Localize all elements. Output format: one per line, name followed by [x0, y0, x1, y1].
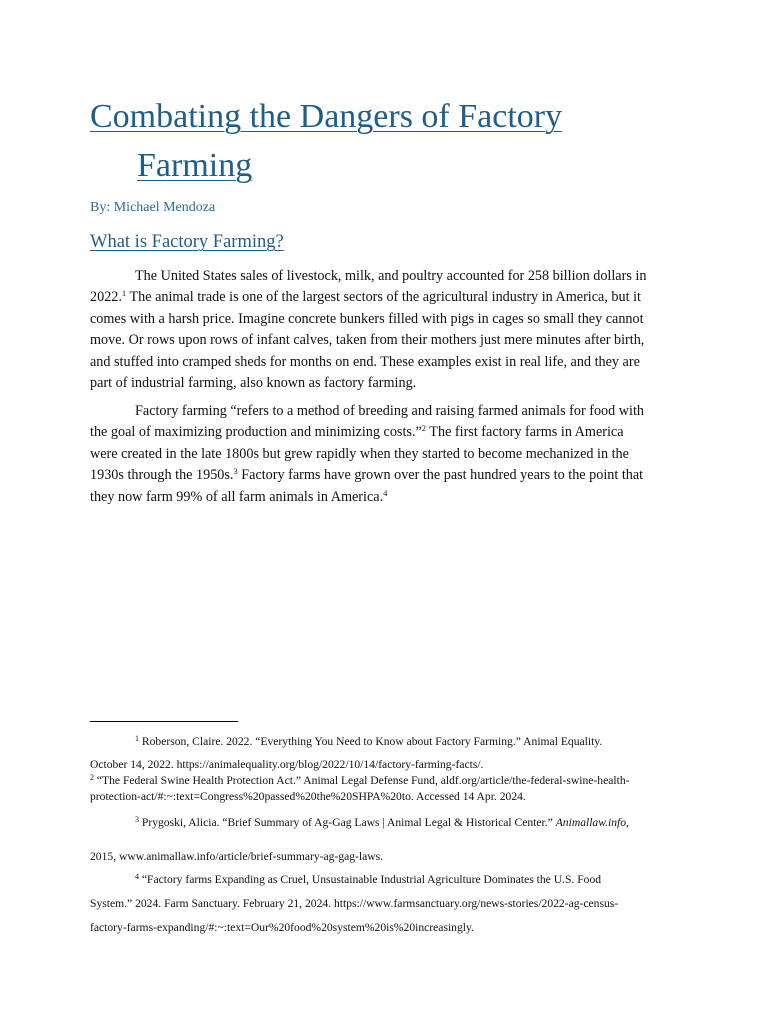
paragraph-1 [90, 266, 680, 394]
text-span: Roberson, Claire. 2022. “Everything You Need to Know about Factory Farming.” Animal Equality. [139, 735, 603, 748]
title-line-2: Farming [137, 147, 253, 184]
paragraph-line [90, 266, 680, 287]
footnote-line [90, 773, 690, 789]
text-span: 2022. [90, 289, 122, 306]
footnote-line [90, 868, 690, 892]
footnote-number: 2 [90, 773, 94, 782]
footnote-1 [90, 730, 690, 776]
author-byline: By: Michael Mendoza [90, 200, 216, 215]
footnote-ref-2[interactable]: 2 [421, 423, 427, 434]
paragraph-line: move. Or rows upon rows of infant calves, taken from their mothers just mere minutes after birth, [90, 332, 645, 349]
source-title: Animallaw.info [555, 816, 627, 829]
footnote-3 [90, 806, 690, 874]
footnote-line [90, 730, 690, 753]
footnote-number: 3 [135, 815, 139, 824]
paragraph-line [90, 465, 680, 486]
text-span: “Factory farms Expanding as Cruel, Unsustainable Industrial Agriculture Dominates the U.S. Food [139, 873, 602, 886]
paragraph-2 [90, 401, 680, 508]
footnote-number: 4 [135, 872, 139, 881]
footnote-ref-1[interactable]: 1 [121, 288, 127, 299]
text-span: The first factory farms in America [426, 424, 624, 441]
title-line-1: Combating the Dangers of Factory [90, 98, 563, 135]
paragraph-line [90, 422, 680, 443]
paragraph-line: and stuffed into cramped sheds for months on end. These examples exist in real life, and they are [90, 353, 640, 370]
footnote-ref-4[interactable]: 4 [383, 487, 388, 498]
footnote-line: protection-act/#:~:text=Congress%20passed%20the%20SHPA%20to. Accessed 14 Apr. 2024. [90, 790, 526, 803]
footnote-line: 2015, www.animallaw.info/article/brief-summary-ag-gag-laws. [90, 850, 384, 863]
text-span: Prygoski, Alicia. “Brief Summary of Ag-Gag Laws | Animal Legal & Historical Center.” [139, 816, 556, 829]
footnote-line: October 14, 2022. https://animalequality.org/blog/2022/10/14/factory-farming-facts/. [90, 758, 484, 771]
footnote-number: 1 [135, 734, 139, 743]
text-span: “The Federal Swine Health Protection Act.” Animal Legal Defense Fund, aldf.org/article/the-federal-swine-health- [94, 774, 630, 787]
section-heading: What is Factory Farming? [90, 232, 284, 252]
footnote-2 [90, 773, 690, 805]
text-span: Factory farming “refers to a method of breeding and raising farmed animals for food with [135, 403, 645, 419]
paragraph-line [90, 287, 680, 308]
text-span: The United States sales of livestock, milk, and poultry accounted for 258 billion dollars in [135, 268, 647, 284]
footnote-line [90, 806, 690, 840]
footnote-line: System.” 2024. Farm Sanctuary. February 21, 2024. https://www.farmsanctuary.org/news-stories/2022-ag-census- [90, 897, 619, 910]
paragraph-line: part of industrial farming, also known as factory farming. [90, 375, 417, 392]
text-span: they now farm 99% of all farm animals in America. [90, 488, 384, 505]
text-span: The animal trade is one of the largest sectors of the agricultural industry in America, but it [126, 289, 641, 306]
paragraph-line [90, 487, 680, 508]
paragraph-line: comes with a harsh price. Imagine concrete bunkers filled with pigs in cages so small they cannot [90, 310, 644, 327]
text-span: , [626, 816, 629, 829]
footnote-ref-3[interactable]: 3 [233, 466, 238, 477]
text-span: 1930s through the 1950s. [90, 467, 234, 484]
footnote-separator [90, 721, 238, 722]
text-span: the goal of maximizing production and minimizing costs.” [90, 424, 422, 441]
paragraph-line [90, 401, 680, 422]
footnote-4 [90, 868, 690, 940]
document-title [90, 92, 690, 190]
text-span: Factory farms have grown over the past hundred years to the point that [237, 467, 644, 484]
footnote-line: factory-farms-expanding/#:~:text=Our%20food%20system%20is%20increasingly. [90, 921, 474, 934]
paragraph-line: were created in the late 1800s but grew rapidly when they started to become mechanized in the [90, 445, 629, 462]
